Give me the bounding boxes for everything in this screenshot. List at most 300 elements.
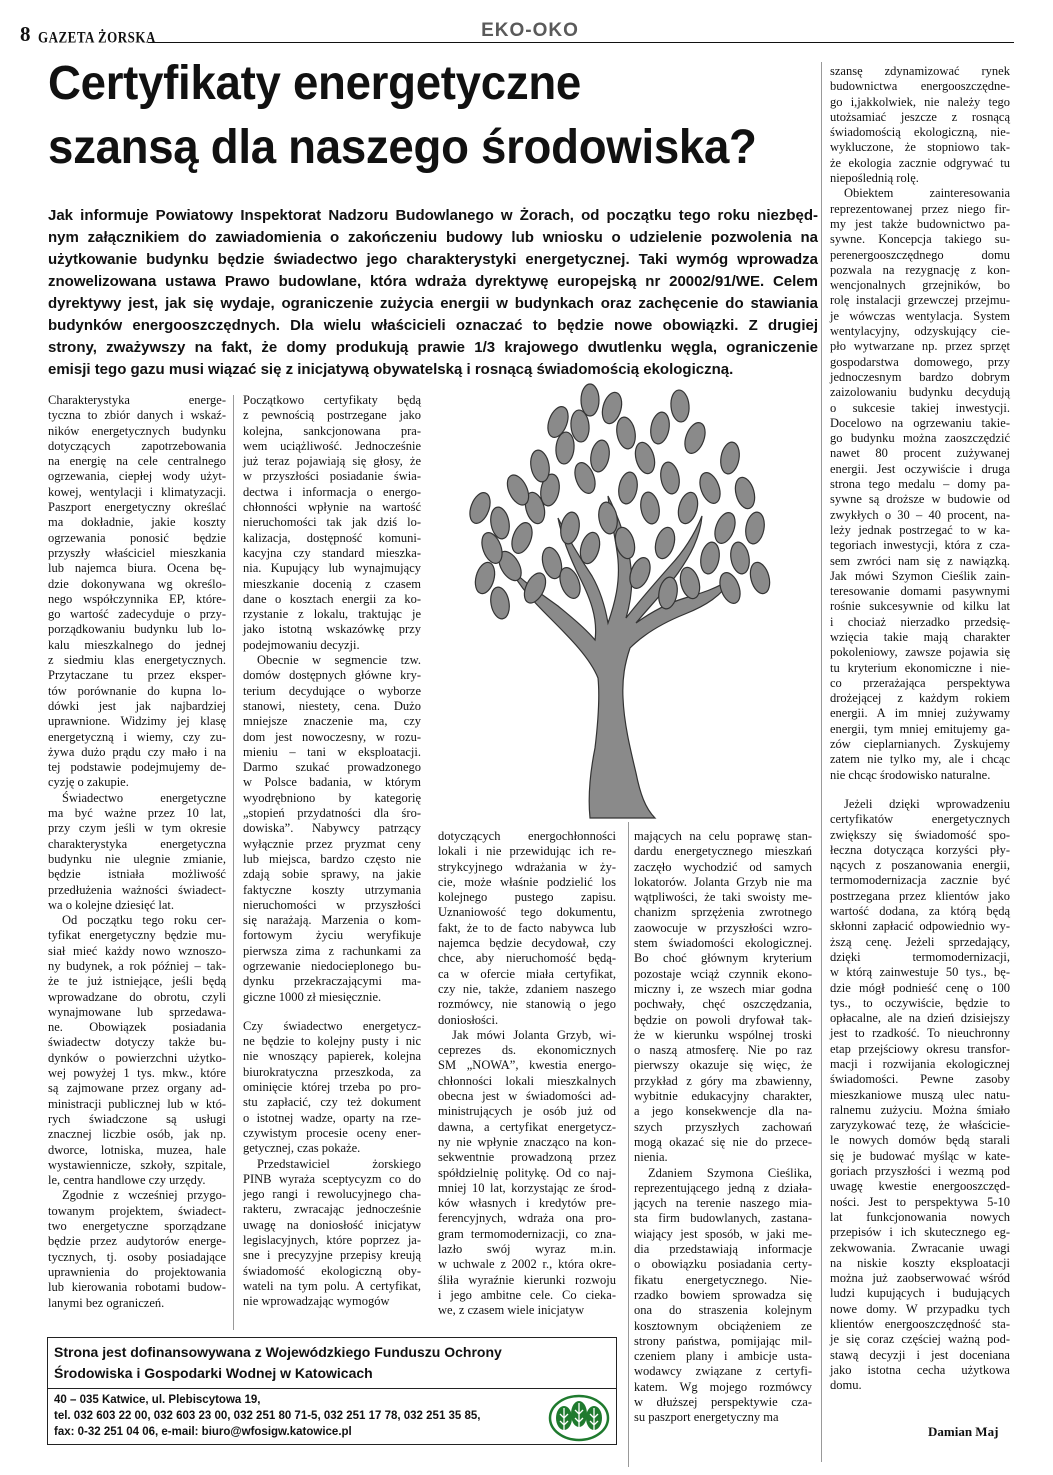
leaf-icon (743, 511, 766, 546)
column-line: przyszły właściciel mieszkania (48, 545, 226, 560)
column-line: lat funkcjonowania nowych (830, 1209, 1010, 1224)
leaf-icon (488, 586, 511, 621)
column-line: kalizacja, dostępność komuni- (243, 530, 421, 545)
column-line: fortowym życiu weryfikuje (243, 928, 421, 943)
column-line: chłonności wpłynie na wartość (243, 500, 421, 515)
column-line: dzie dokonywana wg określo- (48, 576, 226, 591)
column-line: go wartość zadecyduje o przy- (48, 607, 226, 622)
column-line: tu kryterium ekonomiczne i nie- (830, 660, 1010, 675)
column-line: można już zaobserwować wśród (830, 1271, 1010, 1286)
column-line: lokatorów. Jolanta Grzyb nie ma (634, 874, 812, 889)
column-line: dworce, lotniska, muzea, hale (48, 1142, 226, 1157)
column-line: najemca będzie decydował, czy (438, 936, 616, 951)
column-line: Obiektem zainteresowania (844, 186, 1010, 201)
column-line: wartość dodana, za którą będą (830, 904, 1010, 919)
column-line: getycznej, czas pokaże. (243, 1141, 361, 1156)
column-line: i jego ambitne cele. Co cieka- (438, 1287, 616, 1302)
column-line: PINB wyraża sceptycyzm co do (243, 1171, 421, 1186)
column-line: wentylacyjny, odzyskujący cie- (830, 324, 1010, 339)
column-line: przepisów i ich skutecznego eg- (830, 1225, 1010, 1240)
column-line: wa o kolejne dziesięć lat. (48, 897, 174, 912)
column-line: czeniem plany i ambicje usta- (634, 1349, 812, 1364)
column-line: dzięki termomodernizacji, (830, 949, 1010, 964)
column-line: rzadko bowiem sprowadza się (634, 1287, 812, 1302)
column-line: domów dostępnych główne kry- (243, 668, 421, 683)
column-line: chanizm sprzężenia zwrotnego (634, 905, 812, 920)
column-line: nawet 80 procent zużywanej (830, 446, 1010, 461)
column-line: rolę instalacji grzewczej przejmu- (830, 293, 1010, 308)
column-line: na niskie koszty eksploatacji (830, 1255, 1010, 1270)
column-line: miczny i, ze wszech miar godna (634, 981, 812, 996)
column-line: sekwentnie prowadzoną przez (438, 1150, 616, 1165)
column-line: podejmowaniu decyzji. (243, 637, 360, 652)
column-line: ny budynek, a rok później – tak- (48, 958, 226, 973)
leaf-icon (732, 475, 758, 511)
column-line: opłacalne, ale na dzień dzisiejszy (830, 1011, 1010, 1026)
column-line: perenergooszczędnego domu (830, 247, 1010, 262)
column-line: na energię na cele centralnego (48, 454, 226, 469)
column-line: zaizolowaniu budynku decydują (830, 385, 1010, 400)
leaf-icon (670, 389, 691, 422)
column-line: nowe domy. W przypadku tych (830, 1301, 1010, 1316)
column-line: rakteru, zwracając jednocześnie (243, 1202, 421, 1217)
column-line: ominięcie której trzeba po pro- (243, 1080, 421, 1095)
column-line: tycznych, tj. osoby posiadające (48, 1249, 226, 1264)
column-line: fakt, że to de facto nabywca lub (438, 920, 616, 935)
column-line: przedłużenia ważności świadect- (48, 882, 226, 897)
column-line: wodawcy związane z certyfi- (634, 1364, 812, 1379)
column-line: le nowych domów będą starali (830, 1133, 1010, 1148)
leaf-icon (652, 525, 678, 561)
column-line: jednoczesnym bardzo dobrym (830, 369, 1010, 384)
column-line: Charakterystyka energe- (48, 393, 226, 407)
column-line: dom jest nowoczesny, w rozu- (243, 729, 421, 744)
column-line: mieszkaniowe muszą ulec natu- (830, 1087, 1010, 1102)
column-line: nieruchomości tak jak dziś lo- (243, 515, 421, 530)
paragraph-gap (243, 1005, 421, 1019)
column-line: energii. A im mniej zużywamy (830, 706, 1010, 721)
column-line: Jeżeli dzięki wprowadzeniu (844, 796, 1010, 811)
column-line: lazło swój wyraz m.in. (438, 1242, 616, 1257)
column-line: nego współczynnika EP, które- (48, 591, 226, 606)
author-signature: Damian Maj (928, 1424, 999, 1439)
article-column-2 (243, 393, 421, 1310)
lead-line: budynków energooszczędnych. Dla wielu właścicieli oznaczać to będzie nowe obowiązki. Z drugiej (48, 317, 818, 334)
column-line: ogrzewania, ciepłej wody użyt- (48, 469, 226, 484)
column-line: Jak mówi Jolanta Grzyb, wi- (452, 1027, 616, 1042)
column-line: wyłącznie przez pryzmat ceny (243, 836, 421, 851)
column-line: dynków o powierzchni użytko- (48, 1050, 226, 1065)
column-line: legislacyjnych, które poprzez ja- (243, 1233, 421, 1248)
column-line: budownictwa energooszczędne- (830, 79, 1010, 94)
column-line: kalu mieszkalnego do jednej (48, 637, 226, 652)
column-line: i chociaż nierzadko przedsię- (830, 614, 1010, 629)
column-line: le, centra handlowe czy urzędy. (48, 1173, 206, 1188)
column-line: sywne. Koncepcja takiego su- (830, 232, 1010, 247)
column-line: reprezentowanej przez niego fir- (830, 201, 1010, 216)
column-line: wprowadzane do obrotu, czyli (48, 989, 226, 1004)
column-line: biurokratyczna przeszkoda, za (243, 1064, 421, 1079)
sponsor-box (47, 1337, 617, 1445)
article-column-1 (48, 393, 226, 1311)
column-line: faktyczne koszty utrzymania (243, 882, 421, 897)
lead-line: dyrektywy jest, jak się wydaje, ograniczenie zużycia energii w budynkach oraz zachęcenie do stawiania (48, 295, 818, 312)
column-line: zdają sobie sprawy, na jakie (243, 867, 421, 882)
leaf-icon (638, 491, 661, 526)
column-line: jest to rzadkość. To nieuchronny (830, 1026, 1010, 1041)
leaf-icon (466, 490, 494, 526)
column-line: zatem nie tylko my, ale i chcąc (830, 752, 1010, 767)
column-line: gospodarstwa domowego, przy (830, 354, 1010, 369)
column-line: drożejącej z każdym rokiem (830, 691, 1010, 706)
column-line: we, z czasem wiele inicjatyw (438, 1303, 585, 1318)
column-line: wystawiennicze, szkoły, szpitale, (48, 1157, 226, 1172)
column-line: ministracji publicznej lub w któ- (48, 1096, 226, 1111)
column-line: postrzegana przez klientów jako (830, 888, 1010, 903)
column-rule (821, 62, 822, 1462)
column-line: obecna jest w świadomości ad- (438, 1089, 616, 1104)
column-line: mniej 10 lat, korzystając ze środ- (438, 1180, 616, 1195)
column-line: wybitnie edukacyjny charakter, (634, 1089, 812, 1104)
column-line: chłonności lokali mieszkalnych (438, 1073, 616, 1088)
column-line: dówki jest jak najbardziej (48, 698, 226, 713)
leaf-icon (508, 520, 536, 556)
column-line: kacyjna czy standard mieszka- (243, 545, 421, 560)
lead-line: nym załącznikiem do zawiadomienia o zakończeniu budowy lub wniosku o udzielenie pozwolenia na (48, 229, 818, 246)
column-line: wej powyżej 1 tys. mkw., które (48, 1066, 226, 1081)
column-line: reprezentującego jedną z działa- (634, 1180, 812, 1195)
column-line: Od początku tego roku cer- (62, 913, 226, 928)
column-line: stu zapłacić, czy też dokument (243, 1095, 421, 1110)
column-line: cie, może właśnie podzielić los (438, 874, 616, 889)
column-line: jako istotną wskazówkę przy (243, 622, 421, 637)
column-line: energii, tym mniej emitujemy ga- (830, 721, 1010, 736)
column-line: świadomością ekologiczną, nie- (830, 125, 1010, 140)
column-line: wiający jest sposób, w jaki me- (634, 1226, 812, 1241)
leaf-icon (558, 511, 581, 546)
column-line: uwagę kwestie energooszczęd- (830, 1179, 1010, 1194)
column-line: zwykłych o 30 – 40 procent, na- (830, 507, 1010, 522)
column-line: Przytaczane tu przez eksper- (48, 668, 226, 683)
column-rule (628, 822, 629, 1467)
column-line: wyodrębniono by kategorię (243, 790, 421, 805)
column-line: tyczna to zbiór danych i wskaź- (48, 408, 226, 423)
column-line: Przedstawiciel żorskiego (257, 1156, 421, 1171)
column-line: Zdaniem Szymona Cieślika, (648, 1165, 812, 1180)
column-line: o sukcesie takiej inwestycji. (830, 400, 1010, 415)
sponsor-title-line: Strona jest dofinansowywana z Wojewódzkiego Funduszu Ochrony (54, 1344, 502, 1360)
column-line: fikatu energetycznego. Nie- (634, 1272, 812, 1287)
page-number: 8 (20, 22, 31, 46)
column-line: z siedmiu klas energetycznych. (48, 653, 226, 668)
leaf-icon (747, 560, 773, 596)
column-line: termomodernizacja zacznie być (830, 873, 1010, 888)
column-line: giczne 1000 zł miesięcznie. (243, 989, 382, 1004)
column-line: się je budować myśląc w kate- (830, 1148, 1010, 1163)
leaf-icon (675, 490, 701, 526)
column-line: ludzi kupujących i budujących (830, 1286, 1010, 1301)
column-line: stawą decyzji i jest doceniana (830, 1347, 1010, 1362)
column-line: two energetyczne sporządzane (48, 1219, 226, 1234)
column-line: tów porównanie do kupna lo- (48, 683, 226, 698)
column-line: mniejsze znaczenie ma, czy (243, 714, 421, 729)
lead-line: użytkowanie budynku będzie świadectwo jego charakterystyki energetycznej. Taki wymóg wprowadza (48, 251, 818, 268)
column-line: mieszkanie docenią z czasem (243, 576, 421, 591)
wfosigw-leaves-logo-icon (548, 1394, 610, 1442)
column-line: o istotnej wadze, oparty na rze- (243, 1110, 421, 1125)
column-line: teresowanie domami pasywnymi (830, 584, 1010, 599)
column-line: szansę zdynamizować rynek (830, 64, 1010, 78)
column-line: macji i rozwijania ekologicznej (830, 1057, 1010, 1071)
column-line: czywistym procesie oceny ener- (243, 1125, 421, 1140)
leaf-icon (681, 420, 709, 456)
sponsor-address (54, 1392, 554, 1440)
article-column-4 (634, 829, 812, 1426)
column-line: że w kierunku wspólnej troski (634, 1027, 812, 1042)
lead-line: emisji tego gazu musi wiązać się z inicjatywą obywatelską i rosnącą świadomością ekologiczną. (48, 361, 734, 378)
column-line: zaczęło wychodzić od samych (634, 859, 812, 874)
column-line: ników energetycznych budynku (48, 423, 226, 438)
column-line: sta firm budowlanych, zastana- (634, 1211, 812, 1226)
column-line: sem zwróci nam się z nawiązką. (830, 553, 1010, 568)
column-rule (233, 395, 234, 1330)
column-line: ma być ważne przez 10 lat, (48, 806, 226, 821)
column-line: wzięcia takie mają charakter (830, 629, 1010, 644)
column-line: SM „NOWA”, kwestia energo- (438, 1058, 616, 1073)
column-line: energii. Jest oczywiście i druga (830, 461, 1010, 476)
sponsor-title (54, 1342, 524, 1384)
column-line: zaowocuje w przyszłości wzro- (634, 920, 812, 935)
column-line: pochwały, chęć oszczędzania, (634, 997, 812, 1012)
column-line: Docelowo na ogrzewaniu takie- (830, 415, 1010, 430)
column-line: w którą zainwestuje 50 tys., bę- (830, 965, 1010, 980)
column-line: że te już istniejące, jeśli będą (48, 974, 226, 989)
column-line: kowej, wentylacji i klimatyzacji. (48, 484, 226, 499)
column-line: Zgodnie z wcześniej przygo- (62, 1188, 226, 1203)
paragraph-gap (830, 783, 1010, 797)
column-line: go i,jakkolwiek, nie należy tego (830, 94, 1010, 109)
column-line: Bo choć głównym kryterium (634, 951, 812, 966)
column-line: pierwsza zima z rachunkami za (243, 943, 421, 958)
tree-icon (440, 378, 780, 828)
column-line: w przyszłości posiadanie świa- (243, 469, 421, 484)
sponsor-address-line: 40 – 035 Katwice, ul. Plebiscytowa 19, (54, 1394, 261, 1406)
column-line: rych świadczone są usługi (48, 1111, 226, 1126)
column-line: dotyczących zapotrzebowania (48, 438, 226, 453)
column-line: jących na terenie naszego mia- (634, 1196, 812, 1211)
column-line: mogą okazać się nie do przece- (634, 1134, 812, 1149)
leaf-icon (658, 461, 681, 496)
column-line: terium decydujące o wyborze (243, 683, 421, 698)
title-line: Certyfikaty energetyczne (48, 57, 581, 110)
article-column-3 (438, 829, 616, 1319)
column-line: cyzję o zakupie. (48, 775, 129, 790)
header-rule (148, 42, 1014, 43)
column-line: łeczna dotycząca korzyści pły- (830, 842, 1010, 857)
column-line: niepoślednią rolę. (830, 171, 919, 186)
column-line: ministrujących je osób już od (438, 1104, 616, 1119)
column-line: śliła wyraźnie kierunki rozwoju (438, 1272, 616, 1287)
column-line: je się coraz częściej ważną pod- (830, 1332, 1010, 1347)
column-line: katem. Wg mojego rozmówcy (634, 1379, 812, 1394)
column-line: dynku przekraczającymi ma- (243, 974, 421, 989)
column-line: świadectw dotyczy także bu- (48, 1035, 226, 1050)
column-line: towanym projektem, świadect- (48, 1203, 226, 1218)
column-line: nących z poszanowania energii, (830, 858, 1010, 873)
column-line: charakterystyka energetyczna (48, 836, 226, 851)
column-line: dia przedstawiają informacje (634, 1242, 812, 1257)
column-line: w Polsce badania, w którym (243, 775, 421, 790)
article-lead (48, 205, 818, 381)
column-line: etap przejściowy okresu transfor- (830, 1041, 1010, 1056)
column-line: stanowi, niestety, cena. Dużo (243, 698, 421, 713)
column-line: energetyczną i wiemy, czy zu- (48, 729, 226, 744)
column-line: ralnemu zużyciu. Można śmiało (830, 1102, 1010, 1117)
column-line: Obecnie w segmencie tzw. (257, 653, 421, 668)
leaf-icon (614, 416, 637, 451)
column-line: stem świadomości ekologicznej. (634, 936, 812, 951)
column-line: rozmówcy, nie stanowią o jego (438, 997, 616, 1012)
column-line: zaryzykować tezę, że właścicie- (830, 1118, 1010, 1133)
column-line: ceprezes ds. ekonomicznych (438, 1043, 616, 1058)
leaf-icon (648, 411, 671, 446)
column-line: skłonni zapłacić odpowiednio wy- (830, 919, 1010, 934)
column-line: nie wnoszący papierek, kolejna (243, 1049, 421, 1064)
column-line: tegoriach inwestycji, która z cza- (830, 538, 1010, 553)
column-line: ferencyjnych, wdraża ona pro- (438, 1211, 616, 1226)
column-line: budynku nie ulegnie zmianie, (48, 851, 226, 866)
column-line: nienia. (634, 1150, 668, 1165)
column-line: goriach przyszłości i wezmą pod (830, 1164, 1010, 1179)
column-line: lokali i nie przewidując ich re- (438, 844, 616, 859)
leaf-icon (718, 441, 741, 476)
column-line: o naszą atmosferę. Nie po raz (634, 1043, 812, 1058)
column-line: zekwowania. Zwracanie uwagi (830, 1240, 1010, 1255)
column-line: wynajmowane lub sprzedawa- (48, 1004, 226, 1019)
column-line: ca w ofercie miała certyfikat, (438, 966, 616, 981)
column-line: czy nie, także, zdaniem naszego (438, 981, 616, 996)
sponsor-divider (48, 1388, 616, 1389)
column-line: nie wprowadzając wymogów (243, 1294, 390, 1309)
column-line: ma dokładnie, jakie koszty (48, 515, 226, 530)
column-line: ków własnych i kredytów pre- (438, 1196, 616, 1211)
column-line: wateli na tym polu. A certyfikat, (243, 1278, 421, 1293)
column-line: Darmo szukać prowadzonego (243, 760, 421, 775)
column-line: uprawnione. Widzimy jej klasę (48, 714, 226, 729)
leaf-icon (632, 440, 658, 476)
column-line: dectwa i informacja o energo- (243, 484, 421, 499)
column-line: ogrzewanie niedocieplonego bu- (243, 958, 421, 973)
column-line: mających na celu poprawę stan- (634, 829, 812, 843)
column-line: nie chcąc środowisko naturalne. (830, 767, 991, 782)
column-line: zwiększy się świadomość spo- (830, 827, 1010, 842)
column-line: będzie przez audytorów energe- (48, 1234, 226, 1249)
column-line: domu. (830, 1378, 862, 1393)
sponsor-title-line: Środowiska i Gospodarki Wodnej w Katowicach (54, 1365, 373, 1381)
column-line: dane o kosztach energii za ko- (243, 591, 421, 606)
tree-illustration (440, 378, 780, 828)
column-line: ona do straszenia kolejnym (634, 1303, 812, 1318)
column-line: pozwala na rezygnację z kon- (830, 262, 1010, 277)
column-line: go budynku można zaoszczędzić (830, 431, 1010, 446)
column-line: z pewnością postrzegane jako (243, 408, 421, 423)
column-line: rośnie sukcesywnie od kilku lat (830, 599, 1010, 614)
column-line: wykluczone, że stopniowo tak- (830, 140, 1010, 155)
column-line: kolejnego pustego zapisu. (438, 890, 616, 905)
leaf-icon (696, 470, 724, 506)
column-line: certyfikatów energetycznych (830, 812, 1010, 827)
article-title (48, 52, 780, 180)
column-line: uprawnienia do projektowania (48, 1264, 226, 1279)
article-column-5 (830, 64, 1010, 1394)
column-line: lanymi bez ograniczeń. (48, 1295, 165, 1310)
column-line: sywne są droższe w budowie od (830, 492, 1010, 507)
column-line: że ekologia zacznie odgrywać tu (830, 155, 1010, 170)
column-line: spółdzielnię politykę. Od co naj- (438, 1165, 616, 1180)
newspaper-name: GAZETA ŻORSKA (38, 27, 156, 46)
column-line: ne. Obowiązek posiadania (48, 1020, 226, 1035)
column-line: nia. Kupujący lub wynajmujący (243, 561, 421, 576)
lead-line: Jak informuje Powiatowy Inspektorat Nadzoru Budowlanego w Żorach, od początku tego roku niezbęd- (48, 207, 818, 224)
column-line: siał mieć każdy nowo wznoszo- (48, 943, 226, 958)
column-line: przy czym jeśli w tym okresie (48, 821, 226, 836)
column-line: Jak mówi Szymon Cieślik zain- (830, 568, 1010, 583)
column-line: sne i precyzyjne przepisy kreują (243, 1248, 421, 1263)
column-line: świadomości. Pewne zasoby (830, 1072, 1010, 1087)
column-line: jego rangi i rewolucyjnego cha- (243, 1187, 421, 1202)
column-line: żywa dużo prądu czy mało i na (48, 744, 226, 759)
lead-line: strony, zważywszy na fakt, że domy produkują prawie 1/3 krajowego dwutlenku węgla, ograniczenie (48, 339, 818, 356)
column-line: strona tego medalu – domy pa- (830, 477, 1010, 492)
column-line: kosztownym obciążeniem ze (634, 1318, 812, 1333)
column-line: tys., to oczywiście, będzie to (830, 995, 1010, 1010)
column-line: o obowiązku posiadania certy- (634, 1257, 812, 1272)
leaf-icon (581, 384, 599, 416)
column-line: uwagę na doniosłość inicjatyw (243, 1217, 421, 1232)
column-line: dawna, a certyfikat energetycz- (438, 1119, 616, 1134)
column-line: pło wytwarzane np. przez sprzęt (830, 339, 1010, 354)
column-line: Początkowo certyfikaty będą (243, 393, 421, 407)
title-line: szansą dla naszego środowiska? (48, 121, 757, 174)
column-line: leży jednak postrzegać to w ka- (830, 522, 1010, 537)
column-line: pozostaje wciąż czynnik ekono- (634, 966, 812, 981)
sponsor-phone-line: tel. 032 603 22 00, 032 603 23 00, 032 251 80 71-5, 032 251 17 78, 032 251 35 85, (54, 1410, 481, 1422)
column-line: zów cieplarnianych. Zyskujemy (830, 737, 1010, 752)
column-line: pokoleniowy, zawsze pojawia się (830, 645, 1010, 660)
column-line: klientów energooszczędność sta- (830, 1317, 1010, 1332)
column-line: lub kierowania robotami budow- (48, 1280, 226, 1295)
column-line: ższą cenę. Jeżeli sprzedający, (830, 934, 1010, 949)
column-line: „stopień przydatności dla śro- (243, 806, 421, 821)
column-line: strykcyjnego wdrażania w ży- (438, 859, 616, 874)
leaf-icon (711, 510, 739, 546)
column-line: doniosłości. (438, 1012, 499, 1027)
leaf-icon (698, 541, 721, 576)
column-line: ne będzie to kolejny pusty i nic (243, 1034, 421, 1049)
column-line: ogrzewania ponosić będzie (48, 530, 226, 545)
column-line: gram termomodernizacji, co zna- (438, 1226, 616, 1241)
column-line: a jego konsekwencje dla na- (634, 1104, 812, 1119)
column-line: je wówczas wentylacja. System (830, 308, 1010, 323)
column-line: wem uciążliwość. Jednocześnie (243, 438, 421, 453)
column-line: porządkowaniu budynku lub lo- (48, 622, 226, 637)
column-line: strony państwa, pomijając mil- (634, 1333, 812, 1348)
column-line: kolejna, sankcjonowana pra- (243, 423, 421, 438)
lead-line: znowelizowana ustawa Prawo budowlane, która wdraża dyrektywę europejską nr 20002/91/WE. Celem (48, 273, 818, 290)
column-line: Świadectwo energetyczne (62, 790, 226, 805)
column-line: są zajmowane przez organy ad- (48, 1081, 226, 1096)
column-line: przykład z góry ma zbawienny, (634, 1073, 812, 1088)
